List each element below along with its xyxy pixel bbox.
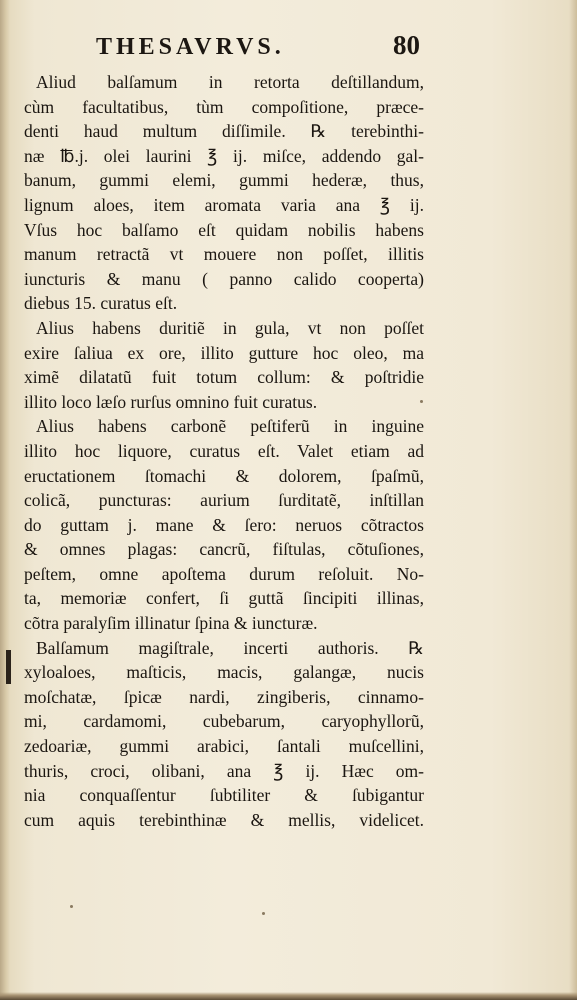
text-line: mi, cardamomi, cubebarum, caryophyllorũ, <box>24 711 424 732</box>
text-line: do guttam j. mane & ſero: neruos cõtractos <box>24 514 424 535</box>
paper-speck <box>70 905 73 908</box>
text-line: næ ℔.j. olei laurini ℥ ij. miſce, addendo gal- <box>24 145 424 166</box>
text-line: illito loco læſo rurſus omnino fuit curatus. <box>24 391 318 412</box>
text-line: manum retractã vt mouere non poſſet, illitis <box>24 244 424 265</box>
page-gutter-shadow <box>0 0 10 1000</box>
paper-speck <box>262 912 265 915</box>
text-line: Aliud balſamum in retorta deſtillandum, <box>36 72 424 92</box>
margin-ink-mark <box>6 650 11 684</box>
text-line: colicã, puncturas: aurium ſurditatẽ, inſtillan <box>24 490 424 511</box>
text-line: ta, memoriæ confert, ſi guttã ſincipiti illinas, <box>24 588 424 609</box>
text-line: cum aquis terebinthinæ & mellis, videlicet. <box>24 809 424 830</box>
page-edge-shadow <box>569 0 577 1000</box>
page-bottom-edge <box>0 992 577 1000</box>
page-number: 80 <box>393 30 420 60</box>
text-line: Balſamum magiſtrale, incerti authoris. ℞ <box>36 637 424 658</box>
text-line: eructationem ſtomachi & dolorem, ſpaſmũ, <box>24 465 424 486</box>
text-line: diebus 15. curatus eſt. <box>24 293 178 314</box>
text-line: ximẽ dilatatũ fuit totum collum: & poſtridie <box>24 367 424 388</box>
text-line: thuris, croci, olibani, ana ℥ ij. Hæc om- <box>24 760 424 781</box>
text-line: Alius habens duritiẽ in gula, vt non poſſet <box>36 317 424 338</box>
text-line: cõtra paralyſim illinatur ſpina & iuncturæ. <box>24 613 318 634</box>
text-line: & omnes plagas: cancrũ, fiſtulas, cõtuſiones, <box>24 539 424 560</box>
text-line: peſtem, omne apoſtema durum reſoluit. No- <box>24 563 424 584</box>
text-line: xyloaloes, maſticis, macis, galangæ, nucis <box>24 662 424 683</box>
text-line: exire ſaliua ex ore, illito gutture hoc oleo, ma <box>24 342 424 363</box>
text-line: Alius habens carbonẽ peſtiferũ in inguine <box>36 416 424 437</box>
running-title: THESAVRVS. <box>96 34 285 60</box>
text-line: zedoariæ, gummi arabici, ſantali muſcellini, <box>24 736 424 757</box>
text-line: moſchatæ, ſpicæ nardi, zingiberis, cinnamo- <box>24 686 424 707</box>
text-line: Vſus hoc balſamo eſt quidam nobilis habens <box>24 219 424 240</box>
text-line: lignum aloes, item aromata varia ana ℥ ij. <box>24 194 424 215</box>
text-line: illito hoc liquore, curatus eſt. Valet etiam ad <box>24 440 424 461</box>
text-line: nia conquaſſentur ſubtiliter & ſubigantur <box>24 785 424 806</box>
body-text <box>24 70 424 832</box>
text-line: iuncturis & manu ( panno calido cooperta) <box>24 268 424 289</box>
text-line: banum, gummi elemi, gummi hederæ, thus, <box>24 170 424 191</box>
paper-speck <box>420 400 423 403</box>
text-line: cùm facultatibus, tùm compoſitione, præce- <box>24 96 424 117</box>
text-line: denti haud multum diſſimile. ℞ terebinthi- <box>24 121 424 142</box>
